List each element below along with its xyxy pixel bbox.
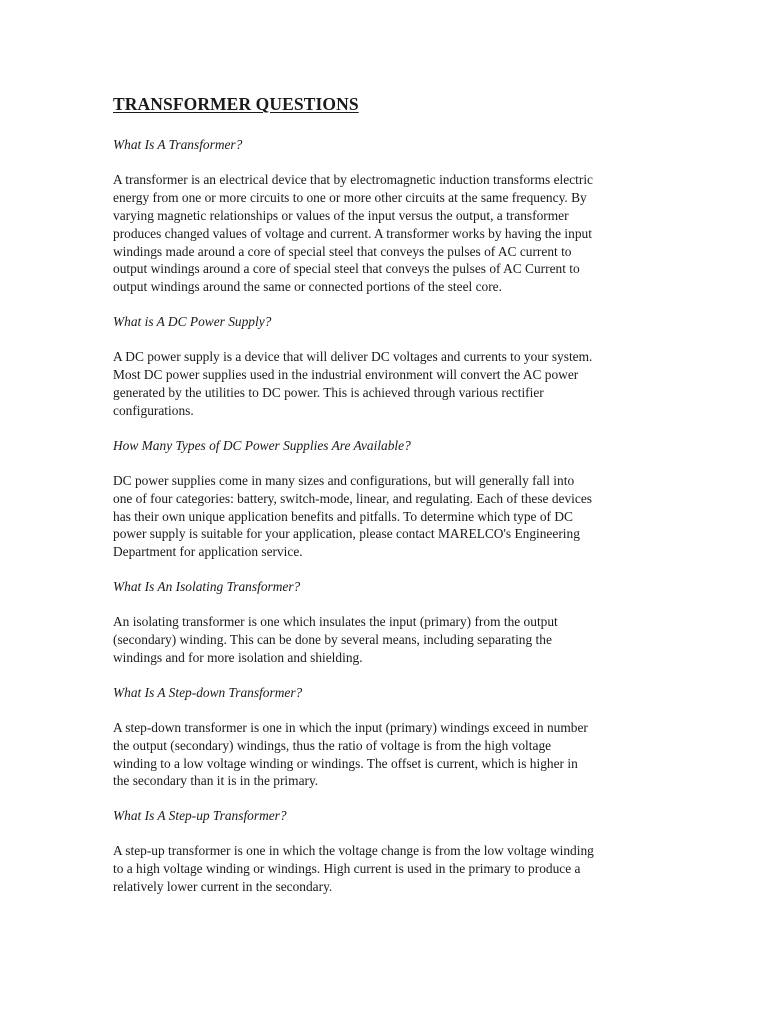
answer-line: to a high voltage winding or windings. High current is used in the primary to produce a xyxy=(113,861,581,877)
page-title: TRANSFORMER QUESTIONS xyxy=(113,94,359,114)
question-heading: What Is A Transformer? xyxy=(113,137,243,152)
answer-line: A transformer is an electrical device that by electromagnetic induction transforms electric xyxy=(113,171,594,187)
question-heading: What Is A Step-up Transformer? xyxy=(113,808,287,824)
answer-paragraph xyxy=(113,613,663,667)
answer-line: An isolating transformer is one which insulates the input (primary) from the output xyxy=(113,614,558,630)
answer-line: energy from one or more circuits to one or more other circuits at the same frequency. By xyxy=(113,189,587,205)
document-body xyxy=(113,92,663,913)
qa-section xyxy=(113,313,663,420)
answer-line: (secondary) winding. This can be done by several means, including separating the xyxy=(113,632,552,648)
answer-paragraph xyxy=(113,472,663,562)
answer-line: DC power supplies come in many sizes and configurations, but will generally fall into xyxy=(113,472,575,488)
answer-line: A step-up transformer is one in which the voltage change is from the low voltage winding xyxy=(113,843,594,859)
answer-line: winding to a low voltage winding or windings. The offset is current, which is higher in xyxy=(113,755,578,771)
question-heading: What Is A Step-down Transformer? xyxy=(113,684,303,700)
answer-line: A step-down transformer is one in which the input (primary) windings exceed in number xyxy=(113,719,588,735)
answer-line: output windings around a core of special steel that conveys the pulses of AC Current to xyxy=(113,261,580,277)
answer-paragraph xyxy=(113,842,663,896)
qa-section xyxy=(113,437,663,561)
question-heading: What is A DC Power Supply? xyxy=(113,314,272,330)
answer-paragraph xyxy=(113,719,663,791)
answer-line: produces changed values of voltage and current. A transformer works by having the input xyxy=(113,225,592,241)
answer-line: power supply is suitable for your application, please contact MARELCO's Engineering xyxy=(113,526,580,542)
question-heading: What Is An Isolating Transformer? xyxy=(113,579,301,595)
qa-section xyxy=(113,807,663,896)
qa-sections xyxy=(113,136,663,896)
answer-line: relatively lower current in the secondary. xyxy=(113,879,333,895)
answer-paragraph xyxy=(113,348,663,420)
answer-line: the secondary than it is in the primary. xyxy=(113,773,319,789)
answer-line: Department for application service. xyxy=(113,544,303,560)
answer-paragraph xyxy=(113,171,663,296)
answer-line: varying magnetic relationships or values of the input versus the output, a transformer xyxy=(113,207,569,223)
answer-line: generated by the utilities to DC power. This is achieved through various rectifier xyxy=(113,384,544,400)
qa-section xyxy=(113,136,663,296)
answer-line: windings and for more isolation and shielding. xyxy=(113,649,363,665)
answer-line: has their own unique application benefits and pitfalls. To determine which type of DC xyxy=(113,508,573,524)
answer-line: output windings around the same or connected portions of the steel core. xyxy=(113,279,502,295)
qa-section xyxy=(113,684,663,791)
answer-line: one of four categories: battery, switch-mode, linear, and regulating. Each of these devices xyxy=(113,490,592,506)
answer-line: windings made around a core of special steel that conveys the pulses of AC current to xyxy=(113,243,572,259)
question-heading: How Many Types of DC Power Supplies Are Available? xyxy=(113,437,411,453)
answer-line: configurations. xyxy=(113,402,194,418)
answer-line: the output (secondary) windings, thus the ratio of voltage is from the high voltage xyxy=(113,737,552,753)
answer-line: A DC power supply is a device that will deliver DC voltages and currents to your system. xyxy=(113,349,593,365)
qa-section xyxy=(113,578,663,667)
answer-line: Most DC power supplies used in the industrial environment will convert the AC power xyxy=(113,367,579,383)
